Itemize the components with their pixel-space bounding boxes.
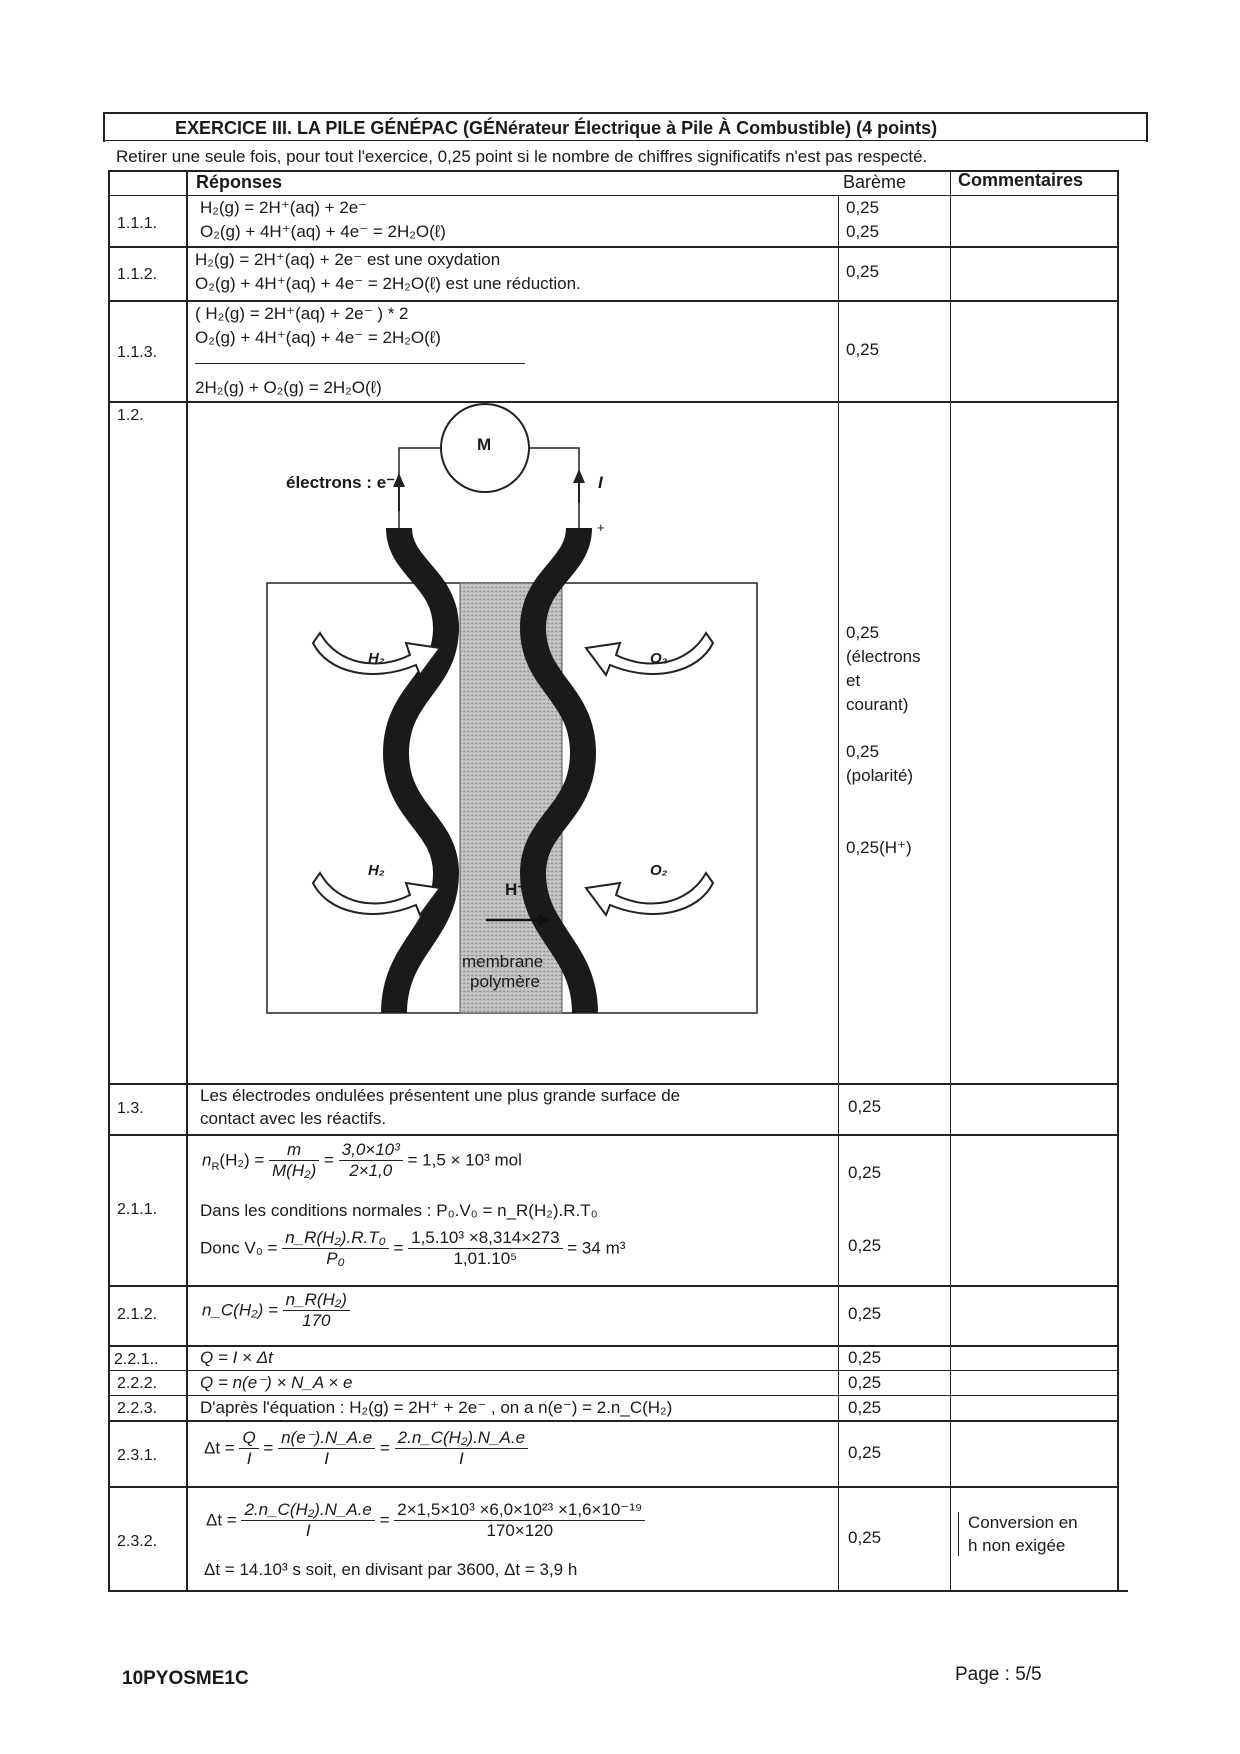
duration-result: Δt = 14.10³ s soit, en divisant par 3600, Δt = 3,9 h — [204, 1560, 578, 1579]
row-label-2-1-2: 2.1.2. — [117, 1306, 158, 1323]
multiplied-h2-equation: ( H₂(g) = 2H⁺(aq) + 2e⁻ ) * 2 — [195, 304, 409, 323]
answer-text: Les électrodes ondulées présentent une plus grande surface de — [200, 1086, 681, 1105]
current-label: I — [598, 473, 603, 492]
row-label-2-2-1: 2.2.1.. — [114, 1351, 159, 1368]
negative-pole: – — [402, 520, 410, 535]
score: 0,25 — [848, 1304, 882, 1323]
anode-electrode — [394, 528, 446, 1013]
score: 0,25 — [846, 222, 880, 241]
half-equation-o2: O₂(g) + 4H⁺(aq) + 4e⁻ = 2H₂O(ℓ) — [200, 222, 446, 241]
score: 0,25 — [848, 1528, 882, 1547]
grading-note: Retirer une seule fois, pour tout l'exercice, 0,25 point si le nombre de chiffres significatifs n'est pas respecté. — [116, 147, 928, 166]
answer-text: contact avec les réactifs. — [200, 1109, 387, 1128]
score: 0,25 — [848, 1236, 882, 1255]
membrane-label: membrane — [462, 952, 544, 971]
row-label-1-1-1: 1.1.1. — [117, 215, 158, 232]
h2-label-bottom: H₂ — [368, 862, 385, 879]
current-arrow-icon — [573, 469, 585, 483]
document-code: 10PYOSME1C — [122, 1668, 249, 1689]
row-label-2-3-1: 2.3.1. — [117, 1447, 158, 1464]
score: 0,25 — [848, 1163, 882, 1182]
oxidation-line: H₂(g) = 2H⁺(aq) + 2e⁻ est une oxydation — [195, 250, 501, 269]
charge-formula-2: Q = n(e⁻) × N_A × e — [200, 1373, 353, 1392]
volume-formula: Donc V₀ = $\frac{\text{n\_R(H₂).R.T₀}}{\text{P₀}}$ = $\frac{\text{1,5.10³ ×8,314×273}}{\text{1,01.10⁵}}$ = 34 m³ — [200, 1228, 626, 1269]
col-answers-header: Réponses — [196, 172, 283, 192]
row-label-2-2-3: 2.2.3. — [117, 1400, 158, 1417]
row-label-2-1-1: 2.1.1. — [117, 1201, 158, 1218]
row-label-2-2-2: 2.2.2. — [117, 1375, 158, 1392]
row-label-1-1-2: 1.1.2. — [117, 266, 158, 283]
membrane-label-2: polymère — [470, 972, 540, 991]
duration-formula: Δt = $\frac{Q}{I}$ = $\frac{n(e^-).N\_A.e}{I}$ = $\frac{\text{2.n\_C(H₂).N\_A.e}}{I}$ — [204, 1428, 528, 1470]
proton-label: H⁺ — [505, 880, 527, 899]
duration-calculation: Δt = $\frac{\text{2.n\_C(H₂).N\_A.e}}{I}$ = $\frac{\text{2×1,5×10³ ×6,0×10²³ ×1,6×10⁻¹⁹}}{170\times 120}$ — [206, 1500, 645, 1542]
charge-formula: Q = I × Δt — [200, 1348, 273, 1367]
row-label-1-2: 1.2. — [117, 407, 144, 424]
score-note: courant) — [846, 695, 909, 714]
score: 0,25(H⁺) — [846, 838, 912, 857]
h2-label-top: H₂ — [368, 650, 385, 667]
score: 0,25 — [848, 1373, 882, 1392]
reduction-line: O₂(g) + 4H⁺(aq) + 4e⁻ = 2H₂O(ℓ) est une réduction. — [195, 274, 581, 293]
score: 0,25 — [846, 340, 880, 359]
o2-equation: O₂(g) + 4H⁺(aq) + 4e⁻ = 2H₂O(ℓ) — [195, 328, 441, 347]
normal-conditions: Dans les conditions normales : P₀.V₀ = n_R(H₂).R.T₀ — [200, 1201, 598, 1220]
moles-formula: $n_R(H_2)$ = $\frac{m}{\text{M(H₂)}}$ = $\frac{\text{3,0×10³}}{2\times 1,0}$ = 1,5 × 10³ mol — [202, 1140, 522, 1181]
o2-label-top: O₂ — [650, 650, 668, 667]
motor-label: M — [477, 435, 492, 454]
score-note: (polarité) — [846, 766, 914, 785]
o2-label-bottom: O₂ — [650, 862, 668, 879]
comment: Conversion en — [968, 1513, 1078, 1532]
score: 0,25 — [846, 623, 880, 642]
positive-pole: + — [597, 520, 605, 535]
global-equation: 2H₂(g) + O₂(g) = 2H₂O(ℓ) — [195, 378, 382, 397]
comment: h non exigée — [968, 1536, 1066, 1555]
score: 0,25 — [848, 1348, 882, 1367]
score: 0,25 — [846, 198, 880, 217]
score: 0,25 — [848, 1097, 882, 1116]
col-comments-header: Commentaires — [958, 170, 1084, 190]
var-n: n — [202, 1150, 212, 1170]
row-label-2-3-2: 2.3.2. — [117, 1533, 158, 1550]
score-note: et — [846, 671, 861, 690]
row-label-1-3: 1.3. — [117, 1100, 144, 1117]
nc-formula: n_C(H₂) = $\frac{\text{n\_R(H₂)}}{170}$ — [202, 1290, 350, 1332]
score: 0,25 — [846, 262, 880, 281]
score-note: (électrons — [846, 647, 921, 666]
row-label-1-1-3: 1.1.3. — [117, 344, 158, 361]
score: 0,25 — [848, 1443, 882, 1462]
half-equation-h2: H₂(g) = 2H⁺(aq) + 2e⁻ — [200, 198, 368, 217]
electrons-label: électrons : e⁻ — [286, 473, 396, 492]
exercise-title: EXERCICE III. LA PILE GÉNÉPAC (GÉNérateur Électrique à Pile À Combustible) (4 points) — [175, 118, 938, 138]
score: 0,25 — [846, 742, 880, 761]
col-bareme-header: Barème — [843, 172, 907, 192]
electron-relation: D'après l'équation : H₂(g) = 2H⁺ + 2e⁻ , on a n(e⁻) = 2.n_C(H₂) — [200, 1398, 673, 1417]
score: 0,25 — [848, 1398, 882, 1417]
page-number: Page : 5/5 — [955, 1664, 1042, 1685]
